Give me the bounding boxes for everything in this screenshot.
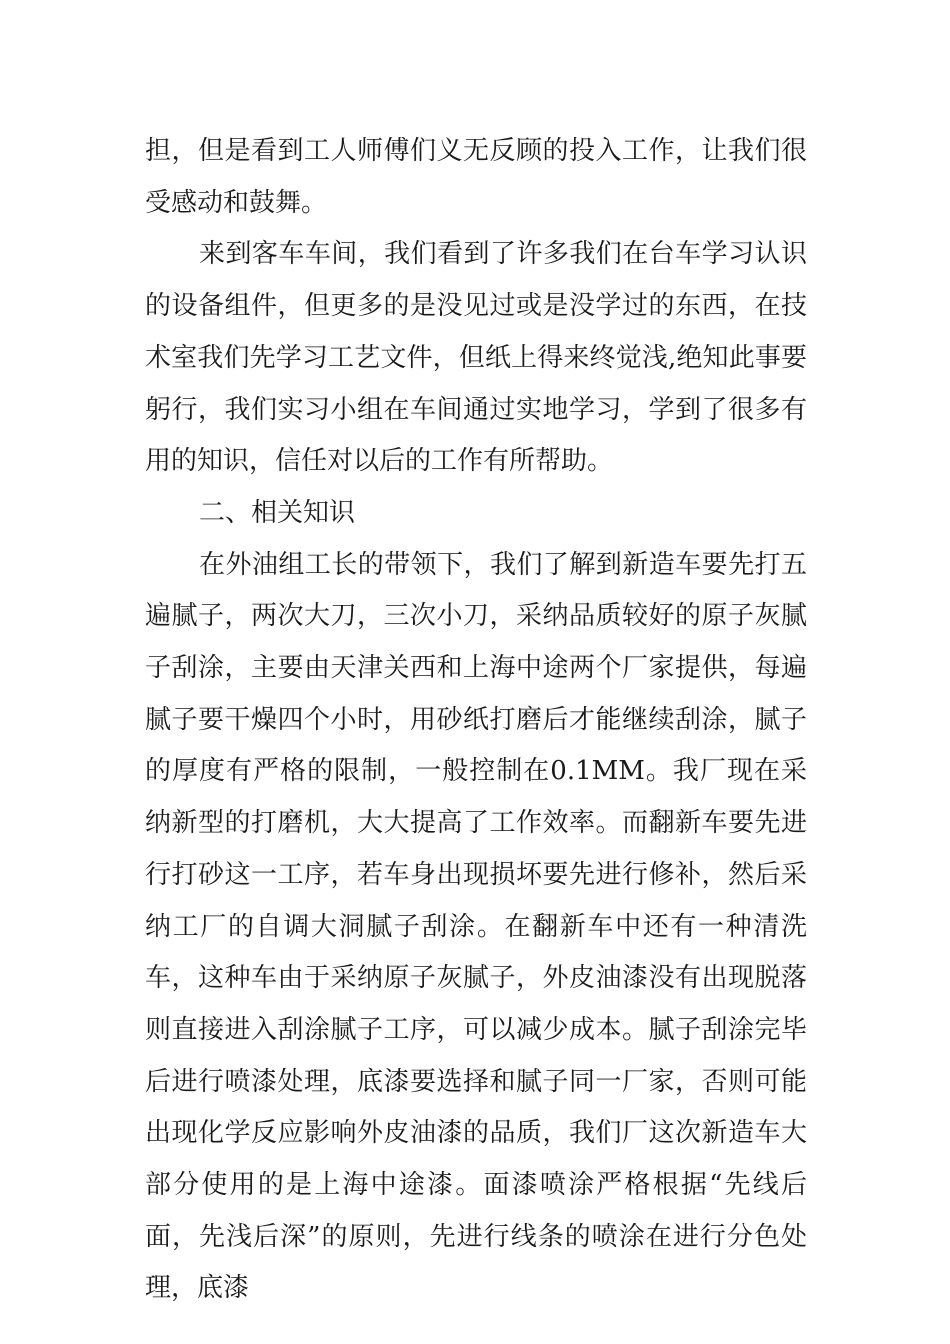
- section-heading-related-knowledge: 二、相关知识: [199, 497, 356, 528]
- paragraph-continuation: 担，但是看到工人师傅们义无反顾的投入工作，让我们很受感动和鼓舞。: [145, 136, 807, 218]
- document-body: [145, 126, 807, 1315]
- paragraph-painting-process: 在外油组工长的带领下，我们了解到新造车要先打五遍腻子，两次大刀，三次小刀，采纳品质较好的原子灰腻子刮涂，主要由天津关西和上海中途两个厂家提供，每遍腻子要干燥四个小时，用砂纸打磨后才能继续刮涂，腻子的厚度有严格的限制，一般控制在0.1MM。我厂现在采纳新型的打磨机，大大提高了工作效率。而翻新车要先进行打砂这一工序，若车身出现损坏要先进行修补，然后采纳工厂的自调大洞腻子刮涂。在翻新车中还有一种清洗车，这种车由于采纳原子灰腻子，外皮油漆没有出现脱落则直接进入刮涂腻子工序，可以减少成本。腻子刮涂完毕后进行喷漆处理，底漆要选择和腻子同一厂家，否则可能出现化学反应影响外皮油漆的品质，我们厂这次新造车大部分使用的是上海中途漆。面漆喷涂严格根据“先线后面，先浅后深”的原则，先进行线条的喷涂在进行分色处理，底漆: [145, 549, 807, 1304]
- paragraph-workshop-visit: 来到客车车间，我们看到了许多我们在台车学习认识的设备组件，但更多的是没见过或是没学过的东西，在技术室我们先学习工艺文件，但纸上得来终觉浅,绝知此事要躬行，我们实习小组在车间通过实地学习，学到了很多有用的知识，信任对以后的工作有所帮助。: [145, 239, 807, 477]
